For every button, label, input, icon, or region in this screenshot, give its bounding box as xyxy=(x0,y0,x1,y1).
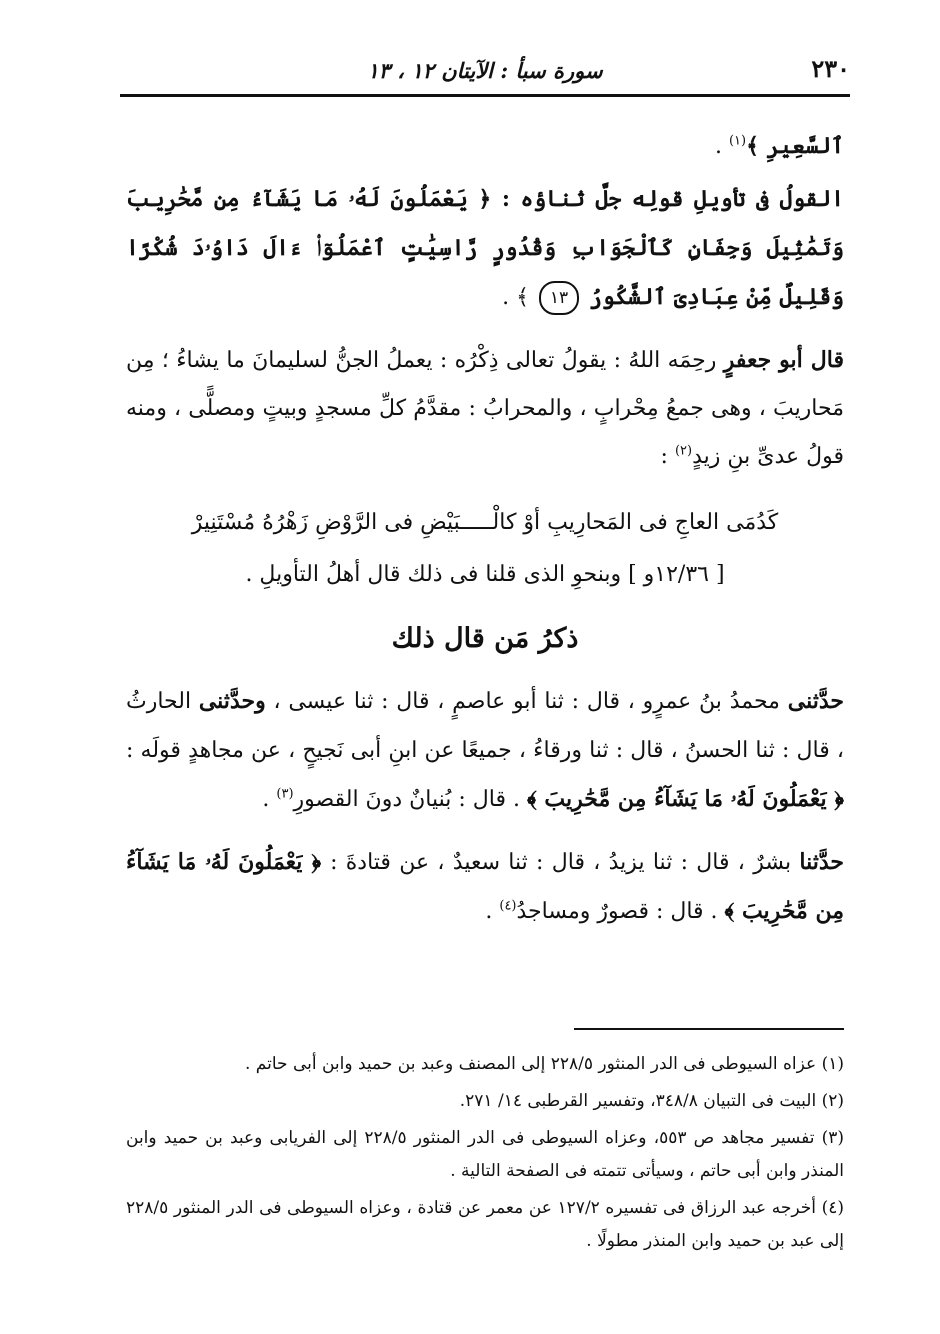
paragraph-narration-1 xyxy=(126,677,844,824)
speaker-lead: قال أبو جعفرٍ xyxy=(723,347,844,373)
paragraph-commentary-heading xyxy=(126,175,844,322)
narration-text-3: . قال : بُنيانٌ دونَ القصورِ xyxy=(293,787,527,812)
main-text xyxy=(126,122,844,950)
text-tail: . xyxy=(485,899,500,924)
footnote-ref-1: (١) xyxy=(728,133,747,149)
paragraph-verse-end xyxy=(126,122,844,171)
narration-text-2: . قال : قصورٌ ومساجدُ xyxy=(516,899,725,924)
paragraph-text: وبنحوِ الذى قلنا فى ذلك قال أهلُ التأويلِ . xyxy=(245,562,629,587)
page-header xyxy=(120,50,850,97)
narration-text: بشرٌ ، قال : ثنا يزيدُ ، قال : ثنا سعيدٌ ، عن قتادةَ : xyxy=(330,850,800,875)
footnote-4: (٤) أخرجه عبد الرزاق فى تفسيره ١٢٧/٢ عن معمر عن قتادة ، وعزاه السيوطى فى الدر المنثور ٢٢٨/٥ إلى عبد بن حميد وابن المنذر مطولًا . xyxy=(126,1198,844,1251)
narration-lead-2: وحدَّثنى xyxy=(198,688,266,714)
paragraph-abu-jafar xyxy=(126,336,844,481)
text-tail: : xyxy=(660,444,675,469)
quran-fragment: ٱلسَّعِيرِ ﴾ xyxy=(746,133,844,159)
text-tail: . xyxy=(714,134,729,159)
poetry-verse: كَدُمَى العاجِ فى المَحارِيبِ أوْ كالْـــــبَيْضِ فى الرَّوْضِ زَهْرُهُ مُسْتَنِيرْ xyxy=(191,510,779,535)
quran-fragment: ﴿ يَعْمَلُونَ لَهُۥ مَا يَشَآءُ مِن مَّحَٰرِيبَ ﴾ xyxy=(526,786,844,812)
footnote-3: (٣) تفسير مجاهد ص ٥٥٣، وعزاه السيوطى فى الدر المنثور ٢٢٨/٥ إلى الفريابى وعبد بن حميد وابن المنذر وابن أبى حاتم ، وسيأتى تتمته فى الصفحة التالية . xyxy=(126,1128,844,1181)
text-tail: . xyxy=(262,787,277,812)
paragraph-narration-2 xyxy=(126,838,844,936)
section-heading: ذكرُ مَن قال ذلك xyxy=(391,623,579,654)
text-tail: ﴾ . xyxy=(502,285,536,310)
running-head: سورة سبأ : الآيتان ١٢ ، ١٣ xyxy=(367,58,603,83)
narration-lead: حدَّثنا xyxy=(799,849,844,875)
footnote-1: (١) عزاه السيوطى فى الدر المنثور ٢٢٨/٥ إلى المصنف وعبد بن حميد وابن أبى حاتم . xyxy=(245,1054,844,1074)
quran-verse: ﴿ يَعْمَلُونَ لَهُۥ مَا يَشَآءُ مِن مَّحَٰرِيبَ وَتَمَٰثِيلَ وَجِفَانٍ كَٱلْجَوَابِ وَقُدُورٍ رَّاسِيَٰتٍ ٱعْمَلُوٓا۟ ءَالَ دَاوُۥدَ شُكْرًا وَقَلِيلٌ مِّنْ عِبَادِىَ ٱلشَّكُورُ xyxy=(126,186,844,310)
quran-fragment: ﴿ يَعْمَلُونَ لَهُۥ مَا يَشَآءُ مِن مَّحَٰرِيبَ ﴾ xyxy=(126,849,844,924)
manuscript-ref: [ ١٢/٣٦و ] xyxy=(628,562,725,587)
narration-text-2: الحارثُ ، قال : ثنا الحسنُ ، قال : ثنا ورقاءُ ، جميعًا عن ابنِ أبى نَجيحٍ ، عن مجاهدٍ قولَه : xyxy=(126,689,844,763)
paragraph-agreement xyxy=(126,551,844,599)
footnote-2: (٢) البيت فى التبيان ٣٤٨/٨، وتفسير القرطبى ١٤/ ٢٧١. xyxy=(459,1091,844,1111)
footnote-ref-4: (٤) xyxy=(499,898,517,914)
ayah-number-marker: ١٣ xyxy=(539,281,579,315)
narration-lead: حدَّثنى xyxy=(787,688,844,714)
page-number: ٢٣٠ xyxy=(811,54,850,83)
footnotes xyxy=(126,1048,844,1262)
commentary-lead: القولُ فى تأويلِ قولِه جلَّ ثناؤه : xyxy=(501,186,844,212)
narration-text: محمدُ بنُ عمرٍو ، قال : ثنا أبو عاصمٍ ، قال : ثنا عيسى ، xyxy=(265,689,788,714)
paragraph-text: رحِمَه اللهُ : يقولُ تعالى ذِكْرُه : يعملُ الجنُّ لسليمانَ ما يشاءُ ؛ مِن مَحاريبَ ، وهى جمعُ مِحْرابٍ ، والمحرابُ : مقدَّمُ كلِّ مسجدٍ وبيتٍ ومصلًّى ، ومنه قولُ عدىِّ بنِ زيدٍ xyxy=(126,348,844,469)
footnote-ref-2: (٢) xyxy=(674,443,693,459)
footnote-ref-3: (٣) xyxy=(276,786,294,802)
footnote-divider xyxy=(574,1028,844,1030)
